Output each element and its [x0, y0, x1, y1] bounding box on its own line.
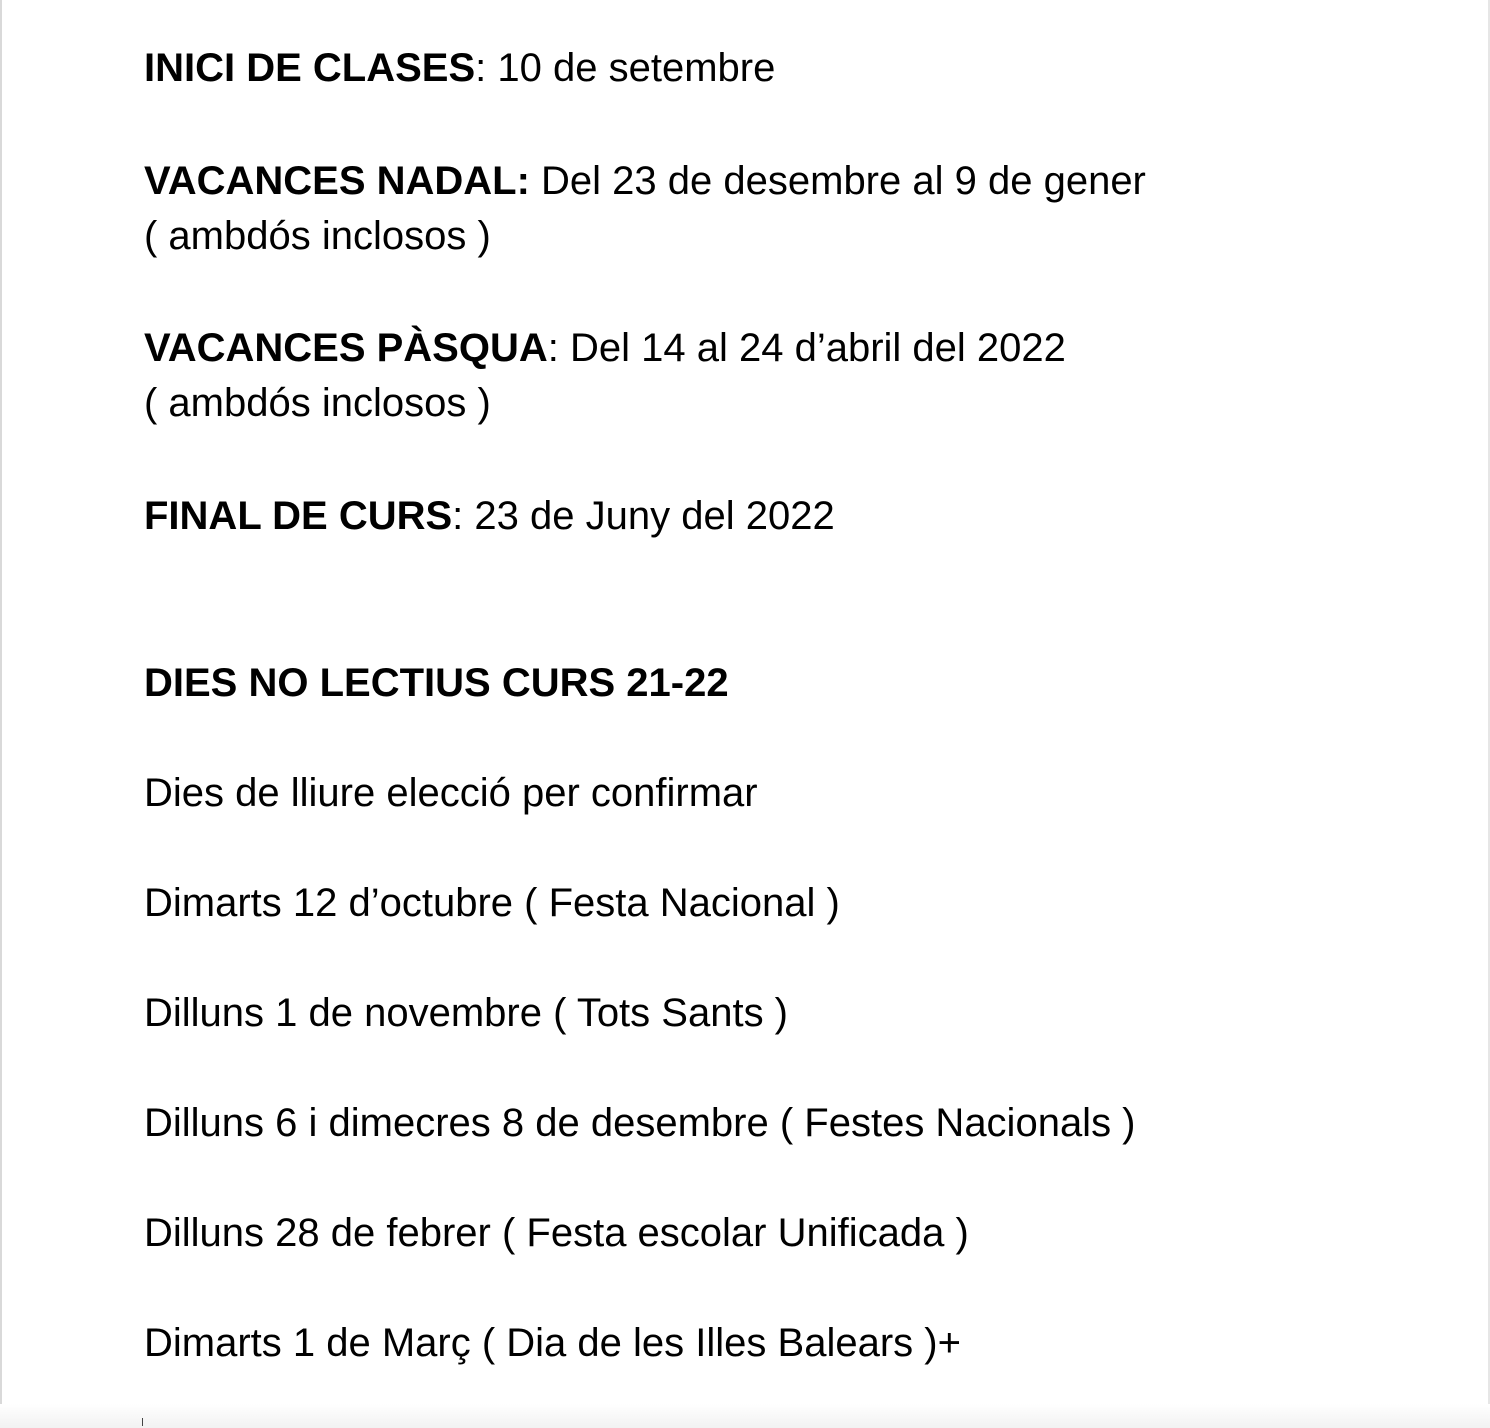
final-de-curs-line	[144, 492, 835, 540]
vacances-pasqua-line	[144, 324, 1066, 372]
vacances-nadal-line	[144, 157, 1146, 205]
inici-value: 10 de setembre	[486, 46, 776, 90]
page-bottom-edge	[0, 1404, 1490, 1428]
final-value: 23 de Juny del 2022	[463, 494, 835, 538]
final-separator: :	[452, 494, 464, 538]
nadal-label: VACANCES NADAL:	[144, 159, 530, 203]
pasqua-label: VACANCES PÀSQUA	[144, 326, 548, 370]
inici-de-clases-line	[144, 44, 775, 92]
dies-no-lectius-heading: DIES NO LECTIUS CURS 21-22	[144, 661, 729, 705]
list-item: Dilluns 6 i dimecres 8 de desembre ( Festes Nacionals )	[144, 1101, 1136, 1145]
inici-separator: :	[475, 46, 487, 90]
list-item: Dilluns 28 de febrer ( Festa escolar Unificada )	[144, 1211, 969, 1255]
nadal-value: Del 23 de desembre al 9 de gener	[529, 159, 1146, 203]
inici-label: INICI DE CLASES	[144, 46, 476, 90]
list-item: Dimarts 1 de Març ( Dia de les Illes Balears )+	[144, 1321, 961, 1365]
page-edge-left	[0, 0, 2, 1428]
pasqua-value: Del 14 al 24 d’abril del 2022	[558, 326, 1066, 370]
pasqua-separator: :	[547, 326, 559, 370]
nadal-note: ( ambdós inclosos )	[144, 214, 491, 258]
text-cursor	[142, 1418, 143, 1426]
list-item: Dilluns 1 de novembre ( Tots Sants )	[144, 991, 789, 1035]
list-item: Dimarts 12 d’octubre ( Festa Nacional )	[144, 881, 840, 925]
pasqua-note: ( ambdós inclosos )	[144, 381, 491, 425]
list-item: Dies de lliure elecció per confirmar	[144, 771, 758, 815]
final-label: FINAL DE CURS	[144, 494, 453, 538]
